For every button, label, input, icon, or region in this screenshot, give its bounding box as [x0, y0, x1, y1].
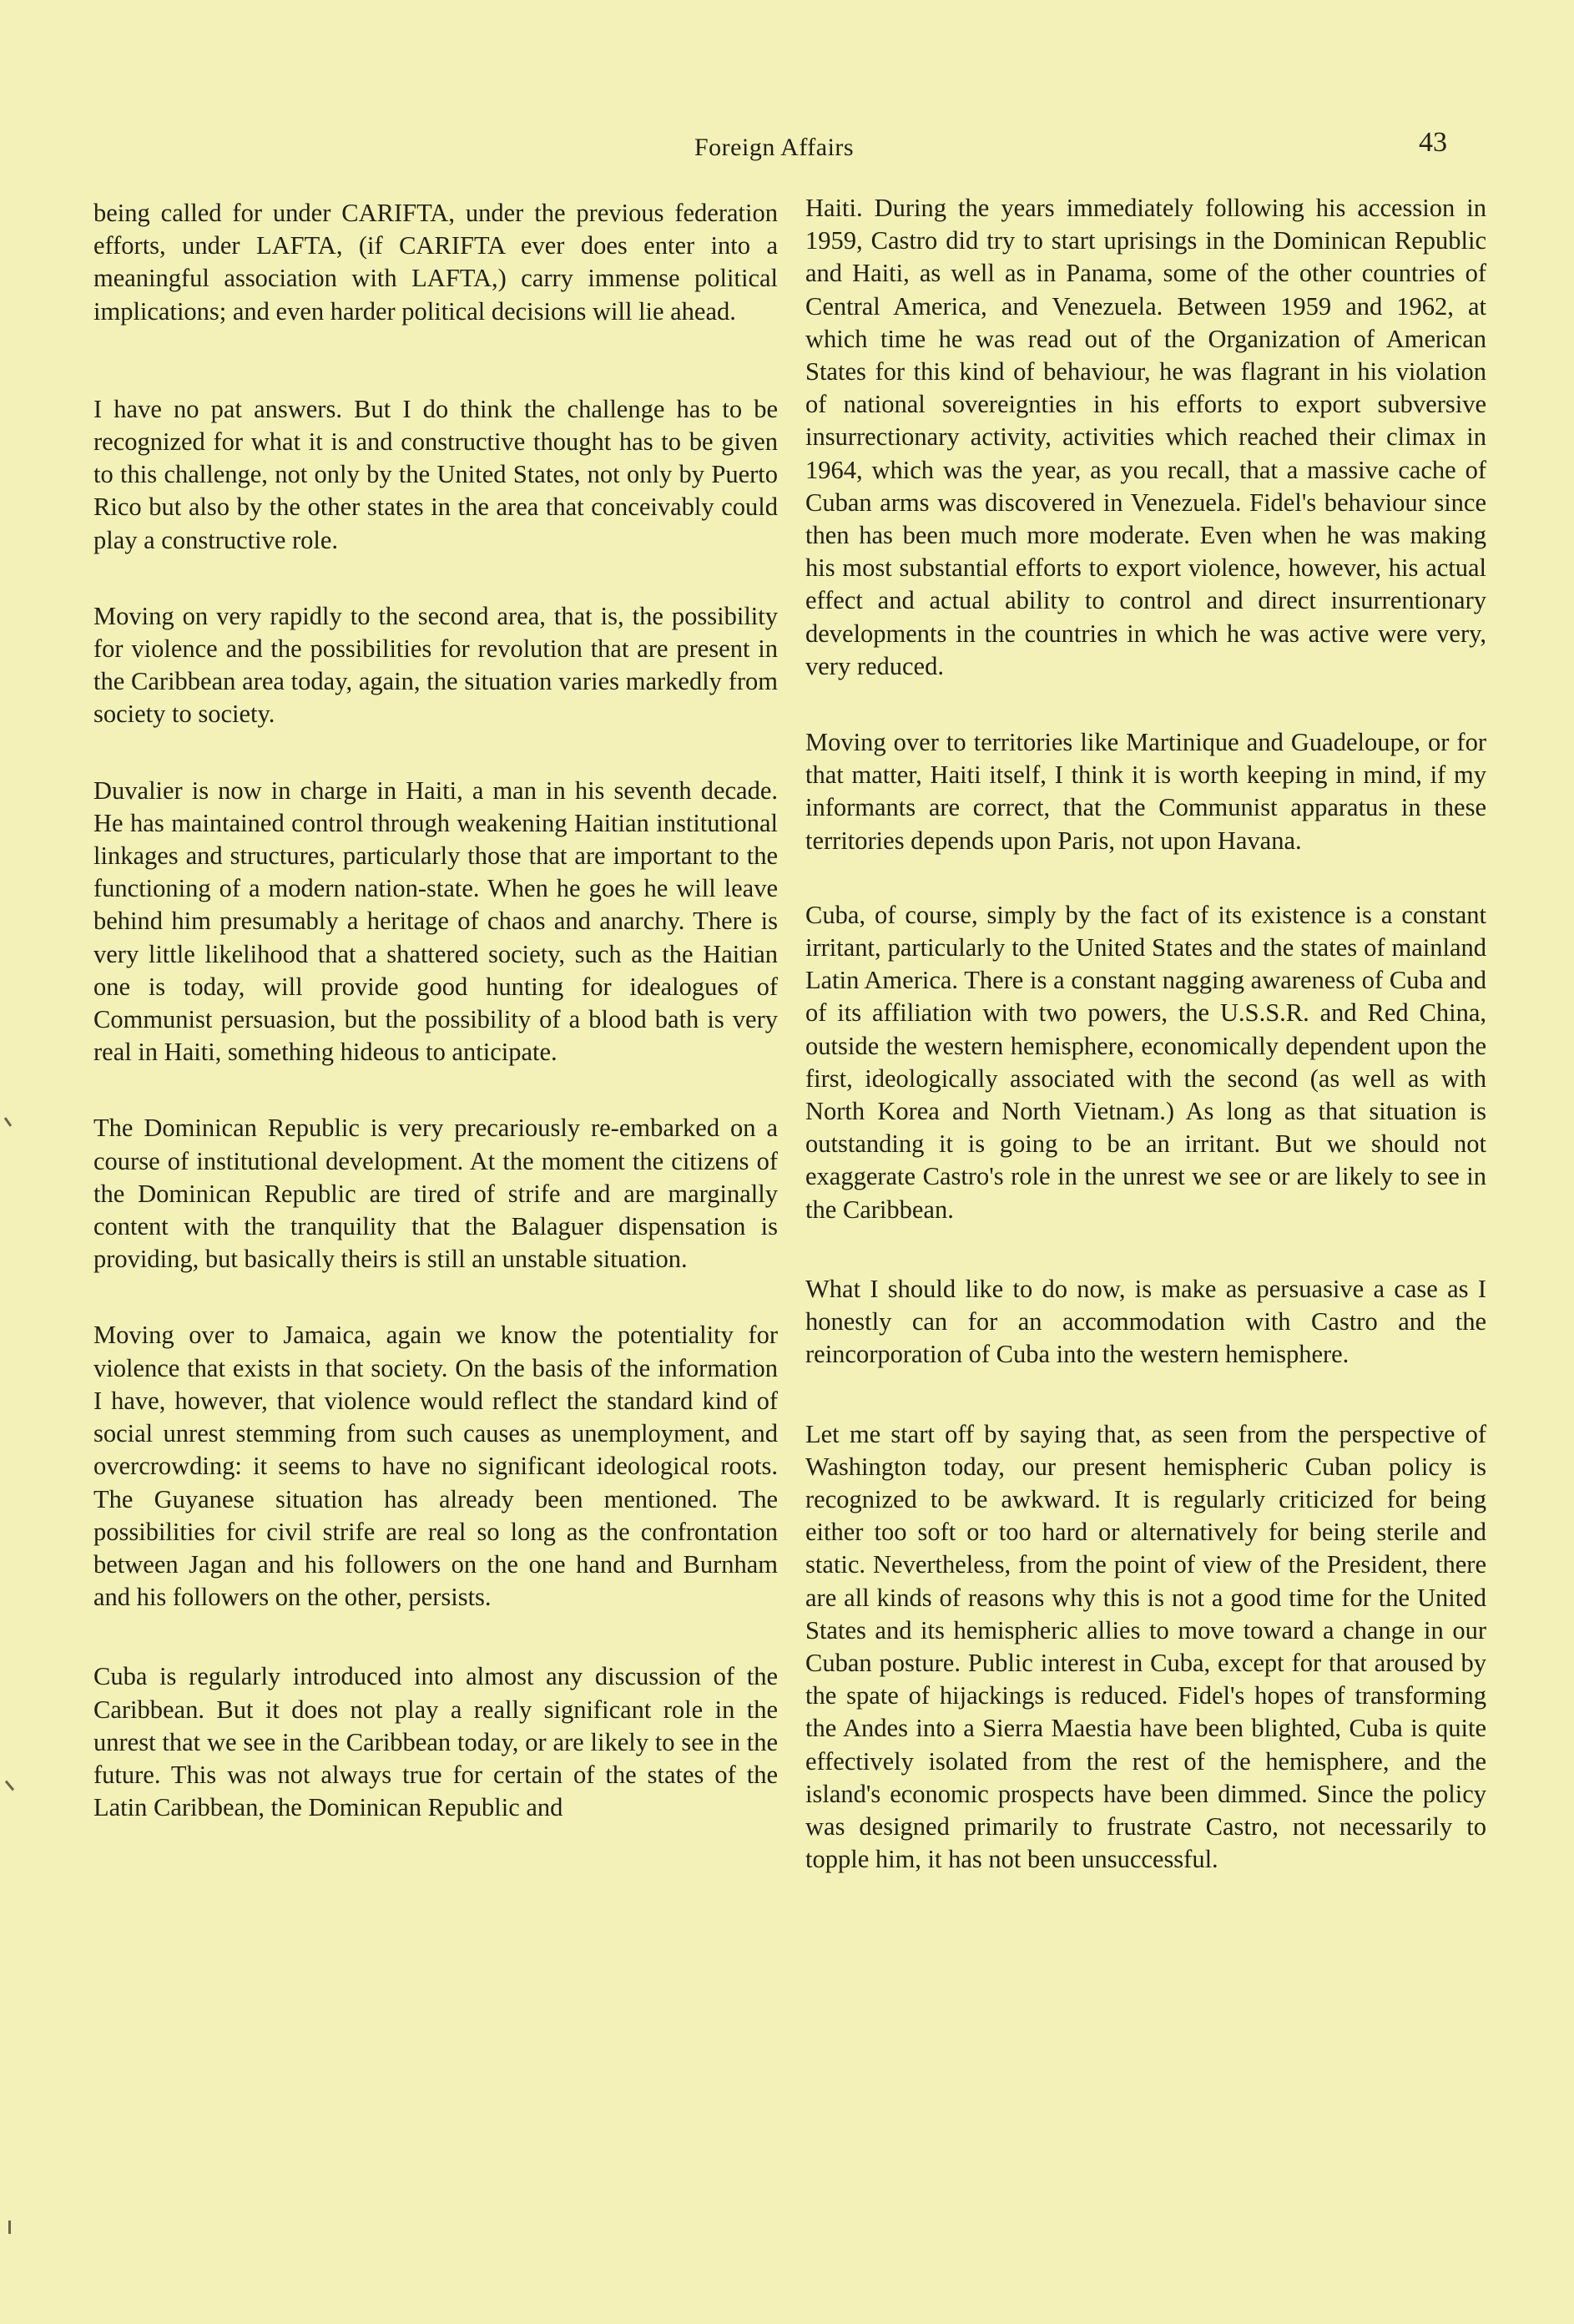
running-header-title: Foreign Affairs — [694, 134, 855, 161]
right-column — [805, 192, 1486, 1876]
left-column — [93, 197, 778, 1824]
margin-mark — [8, 2220, 11, 2234]
paragraph: Moving on very rapidly to the second area, that is, the possibility for violence and the possibilities for revolution that are present in the Caribbean area today, again, the situation varies markedly from society to society. — [93, 601, 778, 729]
paragraph: being called for under CARIFTA, under the previous federation efforts, under LAFTA, (if CARIFTA ever does enter into a meaningful association with LAFTA,) carry immense political implications; and even harder political decisions will lie ahead. — [93, 199, 778, 326]
paragraph: Cuba is regularly introduced into almost any discussion of the Caribbean. But it does not play a really significant role in the unrest that we see in the Caribbean today, or are likely to see in the future. This was not always true for certain of the states of the Latin Caribbean, the Dominican Republic and — [93, 1662, 778, 1822]
paragraph: Cuba, of course, simply by the fact of its existence is a constant irritant, particularly to the United States and the states of mainland Latin America. There is a constant nagging awareness of Cuba and of its affiliation with two powers, the U.S.S.R. and Red China, outside the western hemisphere, economically dependent upon the first, ideologically associated with the second (as well as with North Korea and North Vietnam.) As long as that situation is outstanding it is going to be an irritant. But we should not exaggerate Castro's role in the unrest we see or are likely to see in the Caribbean. — [805, 900, 1486, 1224]
margin-mark — [5, 1781, 14, 1791]
paragraph: Moving over to Jamaica, again we know the potentiality for violence that exists in that society. On the basis of the information I have, however, that violence would reflect the standard kind of social unrest stemming from such causes as unemployment, and overcrowding: it seems to have no significant ideological roots. The Guyanese situation has already been mentioned. The possibilities for civil strife are real so long as the confrontation between Jagan and his followers on the one hand and Burnham and his followers on the other, persists. — [93, 1321, 778, 1612]
paragraph: Let me start off by saying that, as seen from the perspective of Washington today, our present hemispheric Cuban policy is recognized to be awkward. It is regularly criticized for being either too soft or too hard or alternatively for being sterile and static. Nevertheless, from the point of view of the President, there are all kinds of reasons why this is not a good time for the United States and its hemispheric allies to move toward a change in our Cuban posture. Public interest in Cuba, except for that aroused by the spate of hijackings is reduced. Fidel's hopes of transforming the Andes into a Sierra Maestia have been blighted, Cuba is quite effectively isolated from the rest of the hemisphere, and the island's economic prospects have been dimmed. Since the policy was designed primarily to frustrate Castro, not necessarily to topple him, it has not been unsuccessful. — [805, 1419, 1486, 1874]
paragraph: The Dominican Republic is very precariously re-embarked on a course of institutional development. At the moment the citizens of the Dominican Republic are tired of strife and are marginally content with the tranquility that the Balaguer dispensation is providing, but basically theirs is still an unstable situation. — [93, 1114, 778, 1274]
paragraph: Moving over to territories like Martinique and Guadeloupe, or for that matter, Haiti itself, I think it is worth keeping in mind, if my informants are correct, that the Communist apparatus in these territories depends upon Paris, not upon Havana. — [805, 728, 1486, 855]
paragraph: Duvalier is now in charge in Haiti, a man in his seventh decade. He has maintained control through weakening Haitian institutional linkages and structures, particularly those that are important to the functioning of a modern nation-state. When he goes he will leave behind him presumably a heritage of chaos and anarchy. There is very little likelihood that a shattered society, such as the Haitian one is today, will provide good hunting for idealogues of Communist persuasion, but the possibility of a blood bath is very real in Haiti, something hideous to anticipate. — [93, 776, 778, 1067]
paragraph: What I should like to do now, is make as persuasive a case as I honestly can for an accommodation with Castro and the reincorporation of Cuba into the western hemisphere. — [805, 1274, 1486, 1369]
page-number: 43 — [1419, 127, 1447, 158]
margin-mark — [4, 1117, 12, 1127]
paragraph: Haiti. During the years immediately following his accession in 1959, Castro did try to start uprisings in the Dominican Republic and Haiti, as well as in Panama, some of the other countries of Central America, and Venezuela. Between 1959 and 1962, at which time he was read out of the Organization of American States for this kind of behaviour, he was flagrant in his violation of national sovereignties in his efforts to export subversive insurrectionary activity, activities which reached their climax in 1964, which was the year, as you recall, that a massive cache of Cuban arms was discovered in Venezuela. Fidel's behaviour since then has been much more moderate. Even when he was making his most substantial efforts to export violence, however, his actual effect and actual ability to control and direct insurrentionary developments in the countries in which he was active were very, very reduced. — [805, 194, 1486, 680]
paragraph: I have no pat answers. But I do think the challenge has to be recognized for what it is and constructive thought has to be given to this challenge, not only by the United States, not only by Puerto Rico but also by the other states in the area that conceivably could play a constructive role. — [93, 394, 778, 554]
